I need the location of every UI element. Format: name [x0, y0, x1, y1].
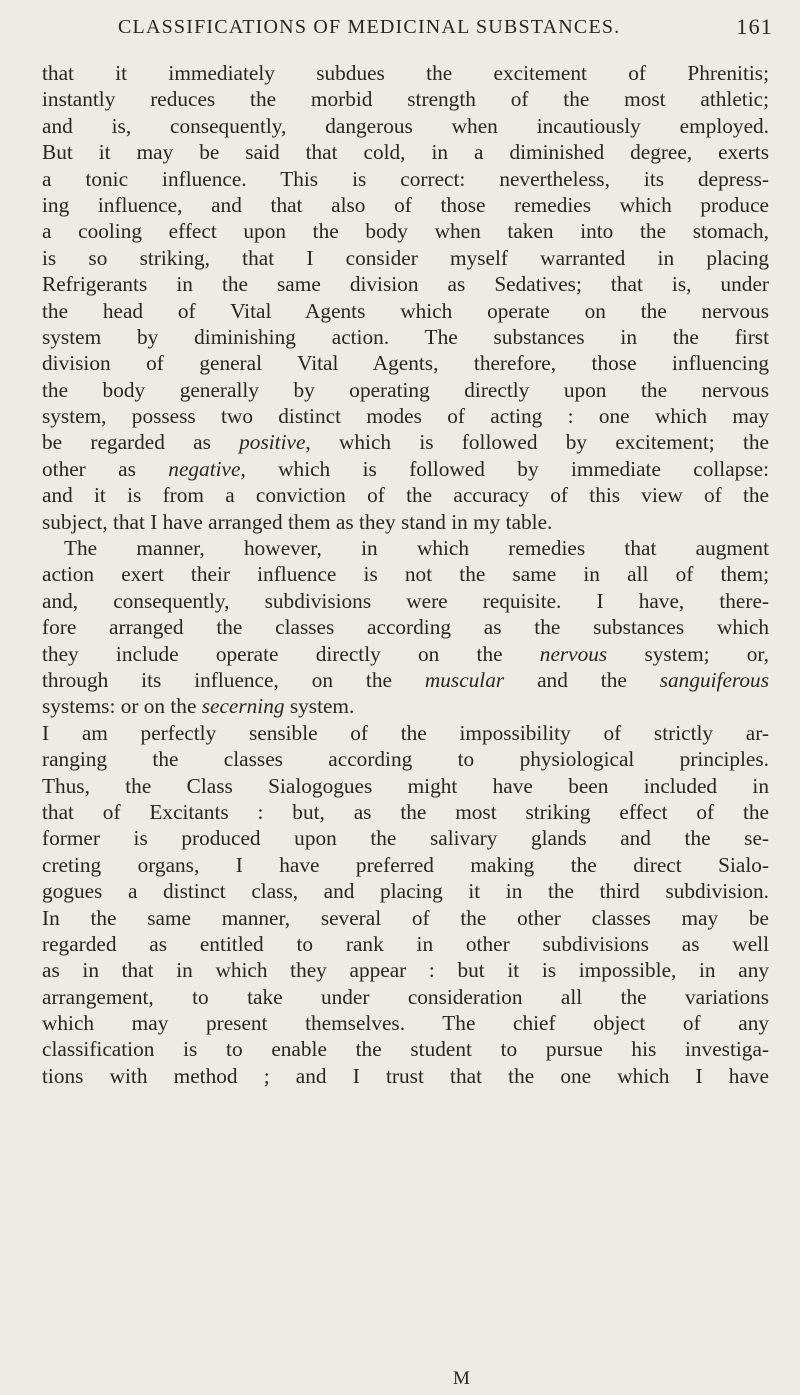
text-segment: through its influence, on the — [42, 667, 425, 692]
text-line — [42, 984, 769, 1010]
text-segment: Thus, the Class Sialogogues might have been included in — [42, 773, 769, 798]
text-segment: systems: or on the — [42, 694, 202, 719]
text-line — [42, 298, 769, 324]
text-line — [42, 509, 769, 535]
text-segment: tions with method ; and I trust that the one which I have — [42, 1063, 769, 1088]
italic-term: nervous — [539, 641, 608, 666]
text-segment: system; or, — [607, 641, 769, 666]
text-line — [42, 773, 769, 799]
text-line — [42, 350, 769, 376]
text-line — [42, 192, 769, 218]
text-line — [42, 218, 769, 244]
page-number: 161 — [736, 14, 773, 39]
text-segment: that of Excitants : but, as the most striking effect of the — [42, 799, 769, 824]
text-segment: The manner, however, in which remedies that augment — [64, 536, 769, 561]
text-segment: the body generally by operating directly upon the nervous — [42, 377, 769, 402]
text-segment: system, possess two distinct modes of acting : one which may — [42, 404, 769, 429]
text-line — [42, 588, 769, 614]
italic-term: sanguiferous — [659, 667, 769, 692]
text-segment: action exert their influence is not the same in all of them; — [42, 562, 769, 587]
signature-mark: M — [453, 1368, 470, 1389]
text-segment: a tonic influence. This is correct: nevertheless, its depress- — [42, 166, 769, 191]
text-line — [42, 245, 769, 271]
text-line — [42, 799, 769, 825]
text-segment: In the same manner, several of the other classes may be — [42, 905, 769, 930]
text-line — [42, 825, 769, 851]
text-line — [42, 482, 769, 508]
text-line — [42, 271, 769, 297]
text-segment: former is produced upon the salivary glands and the se- — [42, 826, 769, 851]
text-segment: Refrigerants in the same division as Sedatives; that is, under — [42, 272, 769, 297]
text-line — [42, 641, 769, 667]
text-segment: creting organs, I have preferred making the direct Sialo- — [42, 852, 769, 877]
text-line — [42, 139, 769, 165]
text-line — [42, 1063, 769, 1089]
text-segment: , which is followed by excitement; the — [305, 430, 769, 455]
text-line — [42, 60, 769, 86]
body-text — [42, 60, 769, 1089]
text-segment: division of general Vital Agents, therefore, those influencing — [42, 351, 769, 376]
text-line — [42, 561, 769, 587]
text-segment: regarded as entitled to rank in other subdivisions as well — [42, 931, 769, 956]
italic-term: muscular — [424, 667, 505, 692]
text-line — [42, 614, 769, 640]
text-line — [42, 667, 769, 693]
text-segment: and is, consequently, dangerous when incautiously employed. — [42, 113, 769, 138]
text-segment: arrangement, to take under consideration all the variations — [42, 984, 769, 1009]
text-segment: I am perfectly sensible of the impossibility of strictly ar- — [42, 720, 769, 745]
text-segment: that it immediately subdues the excitement of Phrenitis; — [42, 61, 769, 85]
text-segment: and the — [504, 667, 660, 692]
text-segment: be regarded as — [42, 430, 240, 455]
running-title: CLASSIFICATIONS OF MEDICINAL SUBSTANCES. — [118, 16, 621, 38]
text-segment: and, consequently, subdivisions were requisite. I have, there- — [42, 588, 769, 613]
text-line — [42, 456, 769, 482]
text-segment: gogues a distinct class, and placing it in the third subdivision. — [42, 879, 769, 904]
text-segment: fore arranged the classes according as the substances which — [42, 615, 769, 640]
text-segment: , which is followed by immediate collapse: — [240, 456, 769, 481]
text-segment: as in that in which they appear : but it is impossible, in any — [42, 958, 769, 983]
text-line — [42, 1010, 769, 1036]
text-line — [42, 403, 769, 429]
text-segment: a cooling effect upon the body when taken into the stomach, — [42, 219, 769, 244]
text-segment: is so striking, that I consider myself warranted in placing — [42, 245, 769, 270]
text-line — [42, 324, 769, 350]
text-segment: system. — [284, 694, 355, 719]
text-line — [42, 1036, 769, 1062]
text-line — [42, 166, 769, 192]
text-line — [42, 746, 769, 772]
text-line — [42, 905, 769, 931]
text-segment: subject, that I have arranged them as they stand in my table. — [42, 509, 553, 534]
text-segment: ranging the classes according to physiological principles. — [42, 747, 769, 772]
italic-term: positive — [239, 430, 306, 455]
text-line — [42, 377, 769, 403]
text-segment: classification is to enable the student to pursue his investiga- — [42, 1037, 769, 1062]
text-segment: ing influence, and that also of those remedies which produce — [42, 192, 769, 217]
text-line — [42, 535, 769, 561]
text-segment: the head of Vital Agents which operate on the nervous — [42, 298, 769, 323]
text-segment: other as — [42, 456, 169, 481]
text-segment: But it may be said that cold, in a diminished degree, exerts — [42, 140, 769, 165]
text-line — [42, 113, 769, 139]
text-line — [42, 931, 769, 957]
text-line — [42, 693, 769, 719]
text-segment: and it is from a conviction of the accuracy of this view of the — [42, 483, 769, 508]
text-segment: which may present themselves. The chief object of any — [42, 1011, 769, 1036]
text-line — [42, 852, 769, 878]
italic-term: secerning — [201, 694, 285, 719]
text-segment: they include operate directly on the — [42, 641, 540, 666]
text-line — [42, 86, 769, 112]
italic-term: negative — [168, 456, 241, 481]
text-line — [42, 720, 769, 746]
running-header — [118, 16, 773, 46]
text-line — [42, 878, 769, 904]
text-segment: instantly reduces the morbid strength of the most athletic; — [42, 87, 769, 112]
text-line — [42, 429, 769, 455]
text-line — [42, 957, 769, 983]
text-segment: system by diminishing action. The substances in the first — [42, 324, 769, 349]
